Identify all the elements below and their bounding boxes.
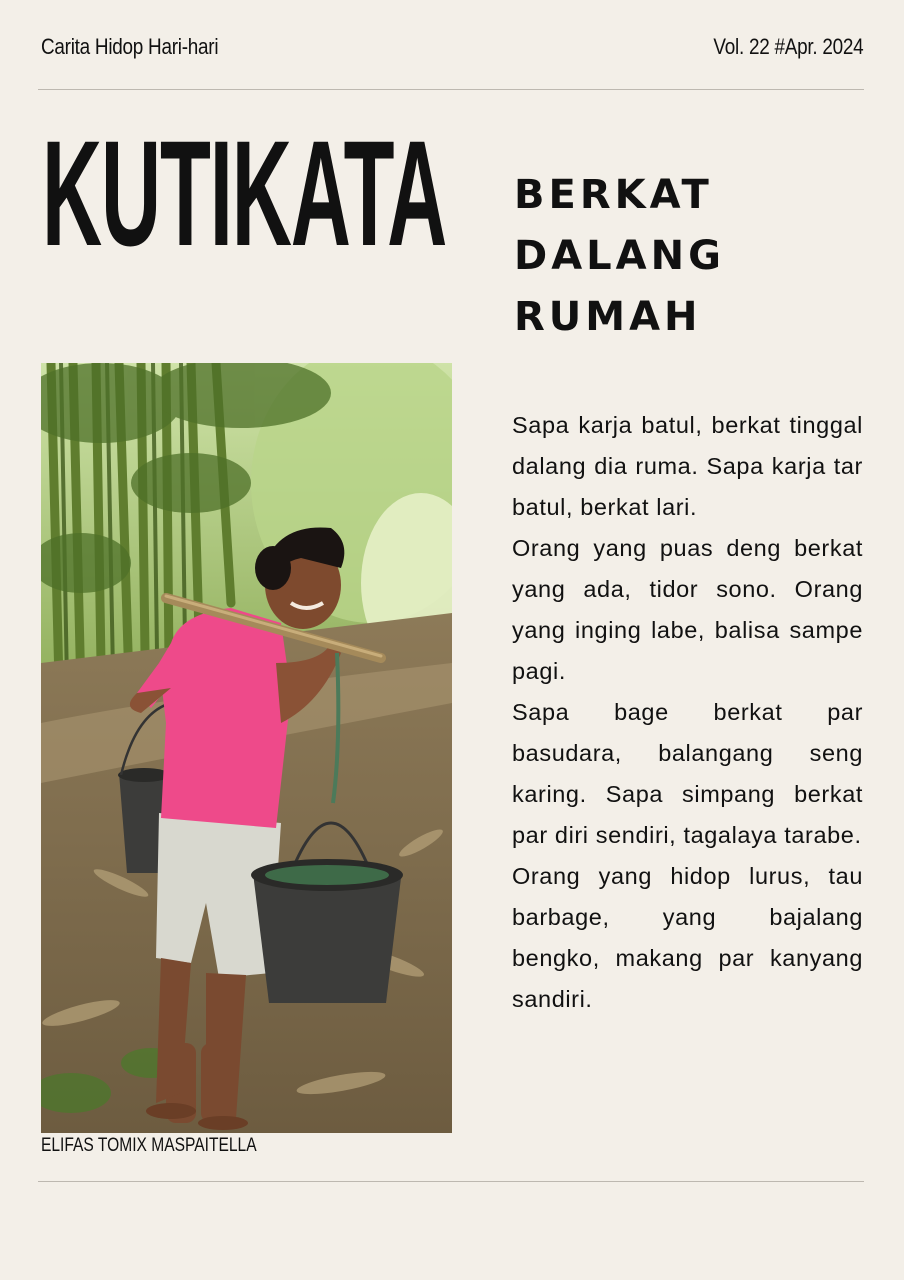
headline-line-1: BERKAT <box>514 172 713 218</box>
headline-line-3: RUMAH <box>514 294 702 340</box>
cover-photo <box>41 363 452 1133</box>
article-body <box>512 405 863 1020</box>
series-title: Carita Hidop Hari-hari <box>41 34 219 59</box>
issue-label: Vol. 22 #Apr. 2024 <box>712 34 863 59</box>
paragraph: Sapa bage berkat par basudara, balangang seng karing. Sapa simpang berkat par diri sendiri, tagalaya tarabe. <box>512 699 863 848</box>
top-divider <box>38 89 864 90</box>
masthead-title: KUTIKATA <box>42 109 447 277</box>
photo-credit: ELIFAS TOMIX MASPAITELLA <box>41 1135 257 1156</box>
bottom-divider <box>38 1181 864 1182</box>
headline-line-2: DALANG <box>514 233 725 279</box>
headline <box>514 165 725 348</box>
paragraph: Orang yang hidop lurus, tau barbage, yang bajalang bengko, makang par kanyang sandiri. <box>512 863 863 1012</box>
paragraph: Sapa karja batul, berkat tinggal dalang dia ruma. Sapa karja tar batul, berkat lari. <box>512 412 863 520</box>
paragraph: Orang yang puas deng berkat yang ada, tidor sono. Orang yang inging labe, balisa sampe pagi. <box>512 535 863 684</box>
